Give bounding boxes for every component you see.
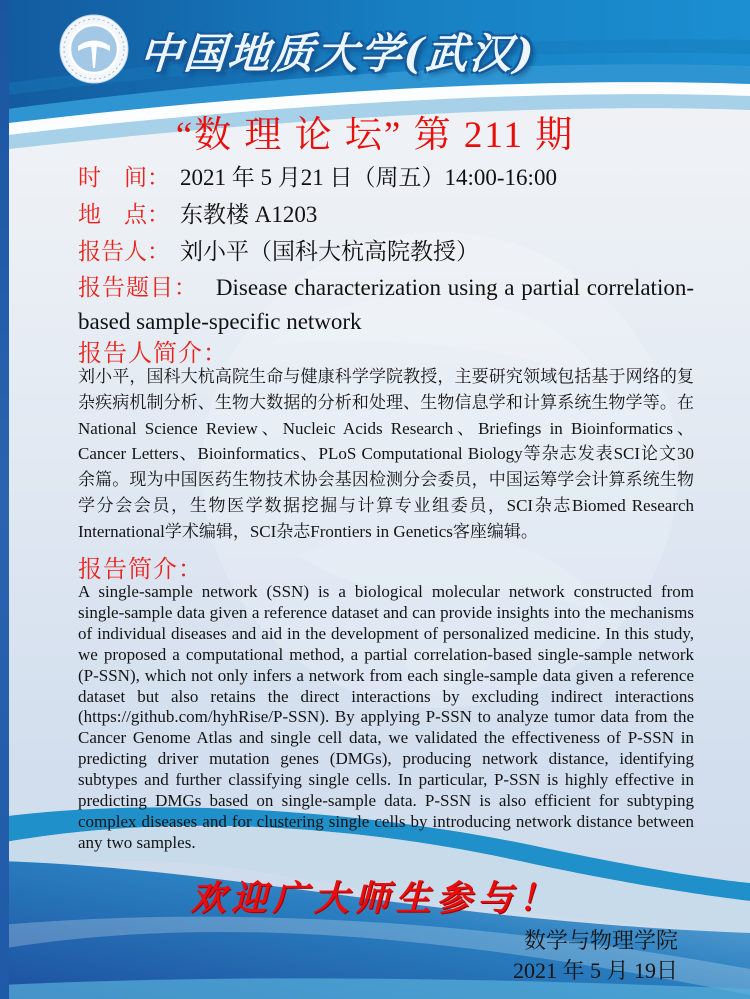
place-label: 地 点： bbox=[78, 202, 170, 227]
topic-label: 报告题目： bbox=[78, 275, 198, 300]
info-row-time bbox=[78, 159, 694, 196]
abstract-text: A single-sample network (SSN) is a biological molecular network constructed from single-sample data given a reference dataset and can provide insights into the mechanisms of individual diseases and aid in the development of personalized medicine. In this study, we proposed a computational method, a partial correlation-based single-sample network (P-SSN), which not only infers a network from each single-sample data given a reference dataset but also retains the direct interactions by excluding indirect interactions (https://github.com/hyhRise/P-SSN). By applying P-SSN to analyze tumor data from the Cancer Genome Atlas and single cell data, we validated the effectiveness of P-SSN in predicting driver mutation genes (DMGs), producing network distance, identifying subtypes and further classifying single cells. In particular, P-SSN is highly effective in predicting DMGs based on single-sample data. P-SSN is also efficient for subtyping complex diseases and for clustering single cells by introducing network distance between any two samples. bbox=[78, 582, 694, 852]
organizer-name: 数学与物理学院 bbox=[523, 928, 678, 953]
seminar-info bbox=[78, 159, 694, 339]
poster-title: “数 理 论 坛” 第 211 期 bbox=[175, 115, 575, 156]
time-value: 2021 年 5 月21 日（周五）14:00-16:00 bbox=[180, 165, 557, 190]
abstract-heading: 报告简介： bbox=[78, 557, 203, 583]
speaker-value: 刘小平（国科大杭高院教授） bbox=[180, 239, 479, 264]
university-name: 中国地质大学(武汉) bbox=[138, 29, 538, 78]
time-label: 时 间： bbox=[78, 165, 170, 190]
info-row-topic bbox=[78, 271, 694, 339]
signoff-block bbox=[513, 926, 678, 986]
bio-heading: 报告人简介： bbox=[78, 341, 228, 367]
university-logo bbox=[58, 13, 130, 85]
issue-date: 2021 年 5 月 19日 bbox=[512, 958, 678, 983]
info-row-speaker bbox=[78, 233, 694, 270]
left-accent-strip bbox=[0, 0, 9, 999]
topic-value: Disease characterization using a partial correlation-based sample-specific network bbox=[78, 275, 694, 334]
speaker-label: 报告人： bbox=[78, 239, 170, 264]
info-row-place bbox=[78, 196, 694, 233]
bio-text: 刘小平，国科大杭高院生命与健康科学学院教授，主要研究领域包括基于网络的复杂疾病机制分析、生物大数据的分析和处理、生物信息学和计算系统生物学等。在National Science Review、Nucleic Acids Research、Briefings in Bioinformatics、Cancer Letters、Bioinformatics、PLoS Computational Biology等杂志发表SCI论文30余篇。现为中国医药生物技术协会基因检测分会委员，中国运筹学会计算系统生物学分会会员，生物医学数据挖掘与计算专业组委员，SCI杂志Biomed Research International学术编辑，SCI杂志Frontiers in Genetics客座编辑。 bbox=[78, 367, 694, 541]
university-seal-icon bbox=[58, 13, 130, 85]
place-value: 东教楼 A1203 bbox=[180, 202, 318, 227]
welcome-message: 欢迎广大师生参与！ bbox=[190, 878, 560, 919]
